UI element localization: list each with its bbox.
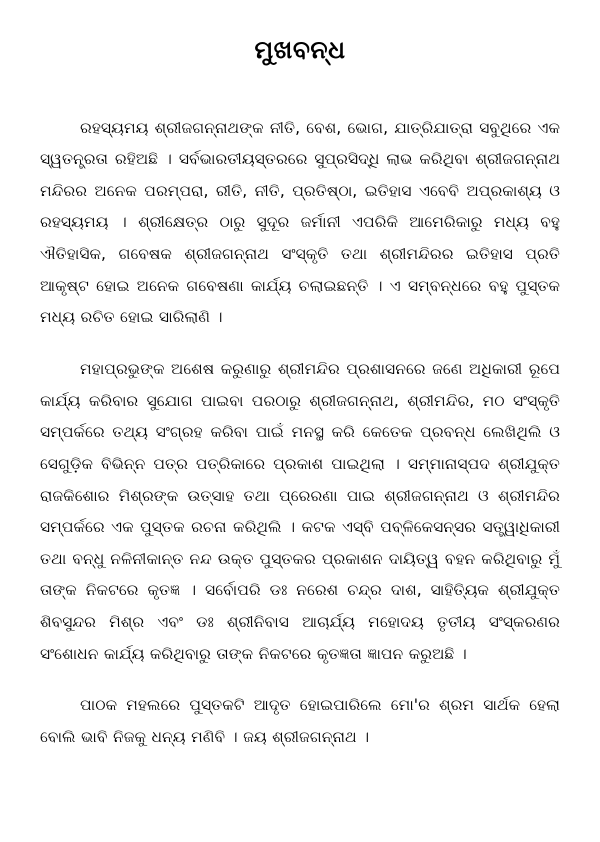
paragraph: ରହସ୍ୟମୟ ଶ୍ରୀଜଗନ୍ନାଥଙ୍କ ନୀତି, ବେଶ, ଭୋଗ, ଯାତ୍ରିଯାତ୍ରା ସବୁଥିରେ ଏକ ସ୍ୱତନ୍ତ୍ରତା ରହିଅଛି । ସର୍ବଭାରତୀୟସ୍ତରରେ ସୁପ୍ରସିଦ୍ଧି ଲାଭ କରିଥିବା ଶ୍ରୀଜଗନ୍ନାଥ ମନ୍ଦିରର ଅନେକ ପରମ୍ପରା, ରୀତି, ନୀତି, ପ୍ରତିଷ୍ଠା, ଇତିହାସ ଏବେବି ଅପ୍ରକାଶ୍ୟ ଓ ରହସ୍ୟମୟ । ଶ୍ରୀକ୍ଷେତ୍ର ଠାରୁ ସୁଦୂର ଜର୍ମାନୀ ଏପରିକି ଆମେରିକାରୁ ମଧ୍ୟ ବହୁ ଐତିହାସିକ, ଗବେଷକ ଶ୍ରୀଜଗନ୍ନାଥ ସଂସ୍କୃତି ତଥା ଶ୍ରୀମନ୍ଦିରର ଇତିହାସ ପ୍ରତି ଆକୃଷ୍ଟ ହୋଇ ଅନେକ ଗବେଷଣା କାର୍ଯ୍ୟ ଚଲାଇଛନ୍ତି । ଏ ସମ୍ବନ୍ଧରେ ବହୁ ପୁସ୍ତକ ମଧ୍ୟ ରଚିତ ହୋଇ ସାରିଲାଣି । [40, 118, 560, 327]
paragraph: ମହାପ୍ରଭୁଙ୍କ ଅଶେଷ କରୁଣାରୁ ଶ୍ରୀମନ୍ଦିର ପ୍ରଶାସନରେ ଜଣେ ଅଧିକାରୀ ରୂପେ କାର୍ଯ୍ୟ କରିବାର ସୁଯୋଗ ପାଇବା ପରଠାରୁ ଶ୍ରୀଜଗନ୍ନାଥ, ଶ୍ରୀମନ୍ଦିର, ମଠ ସଂସ୍କୃତି ସମ୍ପର୍କରେ ତଥ୍ୟ ସଂଗ୍ରହ କରିବା ପାଇଁ ମନସ୍ଥ କରି କେତେକ ପ୍ରବନ୍ଧ ଲେଖିଥିଲି ଓ ସେଗୁଡ଼ିକ ବିଭିନ୍ନ ପତ୍ର ପତ୍ରିକାରେ ପ୍ରକାଶ ପାଇଥିଲା । ସମ୍ମାନାସ୍ପଦ ଶ୍ରୀଯୁକ୍ତ ରାଜକିଶୋର ମିଶ୍ରଙ୍କ ଉତ୍ସାହ ତଥା ପ୍ରେରଣା ପାଇ ଶ୍ରୀଜଗନ୍ନାଥ ଓ ଶ୍ରୀମନ୍ଦିର ସମ୍ପର୍କରେ ଏକ ପୁସ୍ତକ ରଚନା କରିଥିଲି । କଟକ ଏସ୍‌ବି ପବ୍ଳିକେସନ୍‌ସର ସତ୍ତ୍ୱାଧିକାରୀ ତଥା ବନ୍ଧୁ ନଳିନୀକାନ୍ତ ନନ୍ଦ ଉକ୍ତ ପୁସ୍ତକର ପ୍ରକାଶନ ଦାୟିତ୍ୱ ବହନ କରିଥିବାରୁ ମୁଁ ତାଙ୍କ ନିକଟରେ କୃତଜ୍ଞ । ସର୍ବୋପରି ଡଃ ନରେଶ ଚନ୍ଦ୍ର ଦାଶ, ସାହିତ୍ୟିକ ଶ୍ରୀଯୁକ୍ତ ଶିବସୁନ୍ଦର ମିଶ୍ର ଏବଂ ଡଃ ଶ୍ରୀନିବାସ ଆଚାର୍ଯ୍ୟ ମହୋଦୟ ତୃତୀୟ ସଂସ୍କରଣର ସଂଶୋଧନ କାର୍ଯ୍ୟ କରିଥିବାରୁ ତାଙ୍କ ନିକଟରେ କୃତଜ୍ଞତା ଜ୍ଞାପନ କରୁଅଛି । [40, 359, 560, 663]
document-body [40, 113, 560, 754]
page-title: ମୁଖବନ୍ଧ [254, 35, 346, 64]
paragraph: ପାଠକ ମହଲରେ ପୁସ୍ତକଟି ଆଦୃତ ହୋଇପାରିଲେ ମୋ'ର ଶ୍ରମ ସାର୍ଥକ ହେଲା ବୋଲି ଭାବି ନିଜକୁ ଧନ୍ୟ ମଣିବି । ଜୟ ଶ୍ରୀଜଗନ୍ନାଥ । [40, 696, 560, 747]
